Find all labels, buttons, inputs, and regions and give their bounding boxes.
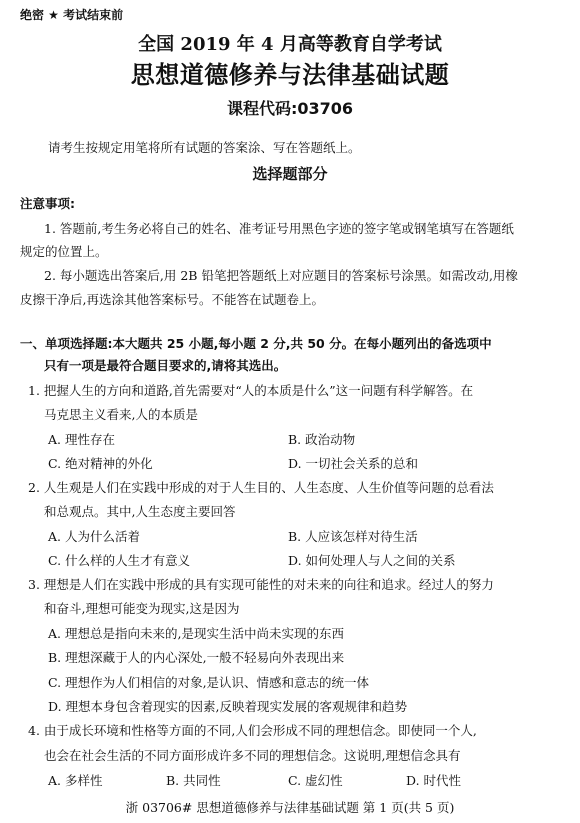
subject-title: 思想道德修养与法律基础试题 <box>130 61 450 89</box>
note-2-line-1: 2. 每小题选出答案后,用 2B 铅笔把答题纸上对应题目的答案标号涂黑。如需改动,用橡 <box>44 268 518 283</box>
q1-stem-line-1: 1. 把握人生的方向和道路,首先需要对“人的本质是什么”这一问题有科学解答。在 <box>28 383 474 398</box>
q2-option-c: C. 什么样的人生才有意义 <box>48 553 191 568</box>
q3-option-c: C. 理想作为人们相信的对象,是认识、情感和意志的统一体 <box>48 675 370 690</box>
q3-stem-line-2: 和奋斗,理想可能变为现实,这是因为 <box>44 601 240 616</box>
q1-stem-line-2: 马克思主义看来,人的本质是 <box>44 407 198 422</box>
q2-option-b: B. 人应该怎样对待生活 <box>288 529 418 544</box>
q1-option-d: D. 一切社会关系的总和 <box>288 456 419 471</box>
page-footer: 浙 03706# 思想道德修养与法律基础试题 第 1 页(共 5 页) <box>125 800 455 815</box>
q4-stem-line-2: 也会在社会生活的不同方面形成许多不同的理想信念。这说明,理想信念具有 <box>44 748 461 763</box>
note-2-line-2: 皮擦干净后,再选涂其他答案标号。不能答在试题卷上。 <box>20 292 324 307</box>
part-1-subheading: 只有一项是最符合题目要求的,请将其选出。 <box>44 358 287 373</box>
q3-option-a: A. 理想总是指向未来的,是现实生活中尚未实现的东西 <box>48 626 344 641</box>
note-1-line-1: 1. 答题前,考生务必将自己的姓名、准考证号用黑色字迹的签字笔或钢笔填写在答题纸 <box>44 221 514 236</box>
q2-stem-line-2: 和总观点。其中,人生态度主要回答 <box>44 504 236 519</box>
q4-option-c: C. 虚幻性 <box>288 773 343 788</box>
note-1-line-2: 规定的位置上。 <box>20 244 108 259</box>
q3-option-d: D. 理想本身包含着现实的因素,反映着现实发展的客观规律和趋势 <box>48 699 407 714</box>
notes-heading: 注意事项: <box>20 196 75 211</box>
q3-option-b: B. 理想深藏于人的内心深处,一般不轻易向外表现出来 <box>48 650 345 665</box>
section-title: 选择题部分 <box>252 165 328 183</box>
q4-option-b: B. 共同性 <box>166 773 221 788</box>
course-code: 课程代码:03706 <box>226 99 354 118</box>
q4-option-d: D. 时代性 <box>406 773 462 788</box>
exam-title: 全国 2019 年 4 月高等教育自学考试 <box>138 34 442 55</box>
q2-option-a: A. 人为什么活着 <box>48 529 140 544</box>
q1-option-a: A. 理性存在 <box>48 432 115 447</box>
q3-stem-line-1: 3. 理想是人们在实践中形成的具有实现可能性的对未来的向往和追求。经过人的努力 <box>28 577 494 592</box>
q2-option-d: D. 如何处理人与人之间的关系 <box>288 553 456 568</box>
instruction-text: 请考生按规定用笔将所有试题的答案涂、写在答题纸上。 <box>48 140 361 155</box>
confidential-mark: 绝密 ★ 考试结束前 <box>20 8 124 22</box>
q4-stem-line-1: 4. 由于成长环境和性格等方面的不同,人们会形成不同的理想信念。即使同一个人, <box>28 723 477 738</box>
q4-option-a: A. 多样性 <box>48 773 103 788</box>
part-1-heading: 一、单项选择题:本大题共 25 小题,每小题 2 分,共 50 分。在每小题列出的备选项中 <box>20 336 492 351</box>
q1-option-b: B. 政治动物 <box>288 432 356 447</box>
q1-option-c: C. 绝对精神的外化 <box>48 456 153 471</box>
q2-stem-line-1: 2. 人生观是人们在实践中形成的对于人生目的、人生态度、人生价值等问题的总看法 <box>28 480 494 495</box>
